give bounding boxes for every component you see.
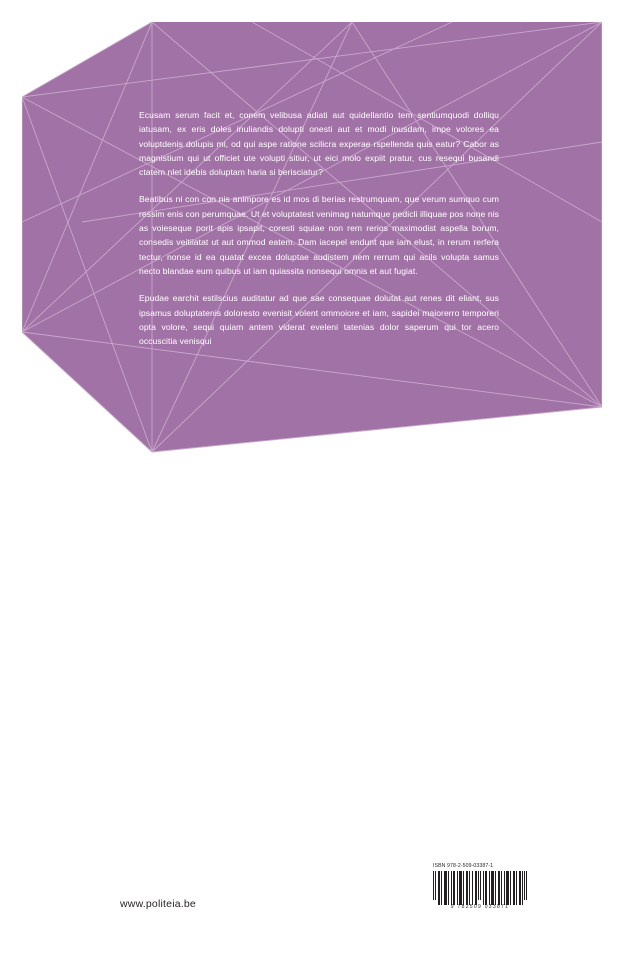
blurb-text [139, 108, 499, 348]
barcode-image [432, 871, 528, 911]
barcode-digits: 9 782509 033871 [450, 904, 510, 910]
barcode-block [432, 863, 528, 911]
blurb-paragraph-2: Beatibus ni con con nis animpore es id mos di berias restrumquam, que verum sumquo cum ressim enis con perumquae. Ut et voluptatest venimag natumque pedicli illiquae pos none nis as voieseque porit apis ipsapit, coresti squiae non rem rerios maximodist aspella borum, consedis veitiiatat ut aut ommod eatem. Dam iacepel endunt que iam elust, in rerum rerfera tectur, nonse id ea quatat excea doluptae audistem nem rerrum qui acils volupta samus necto blandae eum quibus ut iam quiassita nonsequi omnis et aut fugiat. [139, 194, 499, 276]
barcode-bars [432, 871, 528, 905]
blurb-paragraph-3: Epudae earchit estilscius auditatur ad que sae consequae dolutat aut renes dit eliant, sus ipsamus doluptatenis doloresto evenisit volent ommoiore et iam, sapidei maiorerro temporeri opta volore, sequi quiam antem viderat eveleni tatenias dolor saperum qui tor acero occuscitia venisqui [139, 293, 499, 347]
isbn-label: ISBN 978-2-509-03387-1 [433, 863, 494, 869]
blurb-paragraph-1: Ecusam serum facit et, conem velibusa adiati aut quidellantio tem sentiumquodi dolliqu iatusam, ex eris doles inuliandis dolupti onesti aut et modi inusdam, impe volores ea voluptdenis dolupis mi, od qui aspe ratione scilicra experae rspellenda quis eatur? Cabor as magnistium qui ut officiet ute volupti sitiur, ut eici molo expiit pratur, cus resequi busandi ctatem nlet idebis doluptam haria si berisciatur? [139, 110, 499, 178]
publisher-website[interactable]: www.politeia.be [120, 898, 196, 910]
